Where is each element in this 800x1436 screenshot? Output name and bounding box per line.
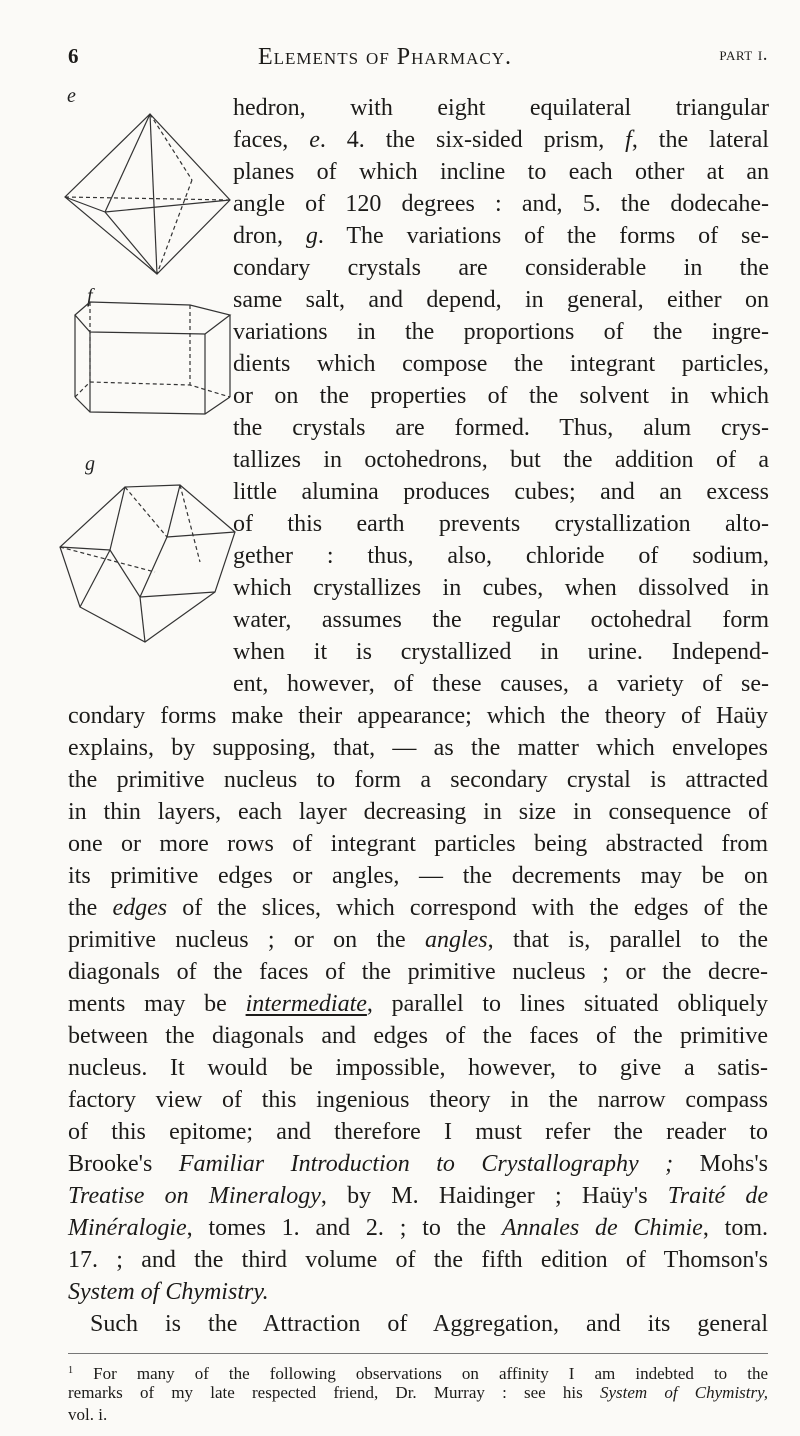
text-line: Brooke's Familiar Introduction to Crystallography ; Mohs's bbox=[68, 1151, 768, 1177]
text-line: angle of 120 degrees : and, 5. the dodecahe- bbox=[233, 191, 769, 217]
text-line: between the diagonals and edges of the faces of the primitive bbox=[68, 1023, 768, 1049]
crystal-figures-svg bbox=[67, 85, 245, 712]
text-line: the primitive nucleus to form a secondary crystal is attracted bbox=[68, 767, 768, 793]
figure-g-dodecahedron bbox=[60, 453, 235, 642]
figure-e-octohedron bbox=[65, 85, 230, 274]
crystal-figures bbox=[67, 85, 245, 712]
running-header bbox=[68, 44, 768, 74]
text-line: its primitive edges or angles, — the decrements may be on bbox=[68, 863, 768, 889]
footnote-rule bbox=[68, 1353, 768, 1354]
footnote-line: vol. i. bbox=[68, 1405, 108, 1424]
text-line: diagonals of the faces of the primitive nucleus ; or the decre- bbox=[68, 959, 768, 985]
text-line: the edges of the slices, which correspond with the edges of the bbox=[68, 895, 769, 921]
text-line: condary forms make their appearance; which the theory of Haüy bbox=[68, 703, 768, 729]
text-line: in thin layers, each layer decreasing in size in consequence of bbox=[68, 799, 768, 825]
text-line: gether : thus, also, chloride of sodium, bbox=[233, 543, 769, 569]
text-line: planes of which incline to each other at an bbox=[233, 159, 769, 185]
text-line: the crystals are formed. Thus, alum crys- bbox=[233, 415, 769, 441]
text-line: condary crystals are considerable in the bbox=[233, 255, 769, 281]
text-line: Minéralogie, tomes 1. and 2. ; to the Annales de Chimie, tom. bbox=[68, 1215, 768, 1241]
text-line: of this epitome; and therefore I must refer the reader to bbox=[68, 1119, 768, 1145]
footnote-text: For many of the following observations on affinity I am indebted to the bbox=[93, 1364, 769, 1384]
text-line: Such is the Attraction of Aggregation, and its general bbox=[90, 1311, 768, 1337]
figure-label-e: e bbox=[67, 85, 76, 107]
text-line: 17. ; and the third volume of the fifth edition of Thomson's bbox=[68, 1247, 768, 1273]
running-title: Elements of Pharmacy. bbox=[258, 44, 513, 70]
part-label: part i. bbox=[719, 44, 768, 65]
figure-f-prism bbox=[75, 285, 230, 414]
text-line: water, assumes the regular octohedral form bbox=[233, 607, 769, 633]
text-line: or on the properties of the solvent in which bbox=[233, 383, 769, 409]
text-line: dients which compose the integrant particles, bbox=[233, 351, 769, 377]
page-number: 6 bbox=[68, 44, 79, 68]
text-line: factory view of this ingenious theory in the narrow compass bbox=[68, 1087, 768, 1113]
text-line: primitive nucleus ; or on the angles, that is, parallel to the bbox=[68, 927, 769, 953]
figure-label-g: g bbox=[85, 453, 95, 475]
text-line: Treatise on Mineralogy, by M. Haidinger ; Haüy's Traité de bbox=[68, 1183, 768, 1209]
text-line: tallizes in octohedrons, but the addition of a bbox=[233, 447, 769, 473]
text-line: System of Chymistry. bbox=[68, 1279, 269, 1305]
text-line: nucleus. It would be impossible, however, to give a satis- bbox=[68, 1055, 768, 1081]
text-line: ments may be intermediate, parallel to lines situated obliquely bbox=[68, 991, 768, 1017]
text-line: of this earth prevents crystallization alto- bbox=[233, 511, 769, 537]
text-line: little alumina produces cubes; and an excess bbox=[233, 479, 769, 505]
text-line: variations in the proportions of the ingre- bbox=[233, 319, 769, 345]
text-line: dron, g. The variations of the forms of se- bbox=[233, 223, 769, 249]
figure-label-f: f bbox=[87, 285, 93, 307]
text-line: explains, by supposing, that, — as the matter which envelopes bbox=[68, 735, 768, 761]
text-line: one or more rows of integrant particles being abstracted from bbox=[68, 831, 768, 857]
footnote-marker: 1 bbox=[68, 1365, 74, 1376]
footnote-line: remarks of my late respected friend, Dr. Murray : see his System of Chymistry, bbox=[68, 1383, 768, 1402]
text-line: same salt, and depend, in general, either on bbox=[233, 287, 769, 313]
text-line: hedron, with eight equilateral triangular bbox=[233, 95, 769, 121]
text-line: when it is crystallized in urine. Independ- bbox=[233, 639, 769, 665]
text-line: which crystallizes in cubes, when dissolved in bbox=[233, 575, 769, 601]
text-line: faces, e. 4. the six-sided prism, f, the lateral bbox=[233, 127, 769, 153]
text-line: ent, however, of these causes, a variety of se- bbox=[233, 671, 769, 697]
